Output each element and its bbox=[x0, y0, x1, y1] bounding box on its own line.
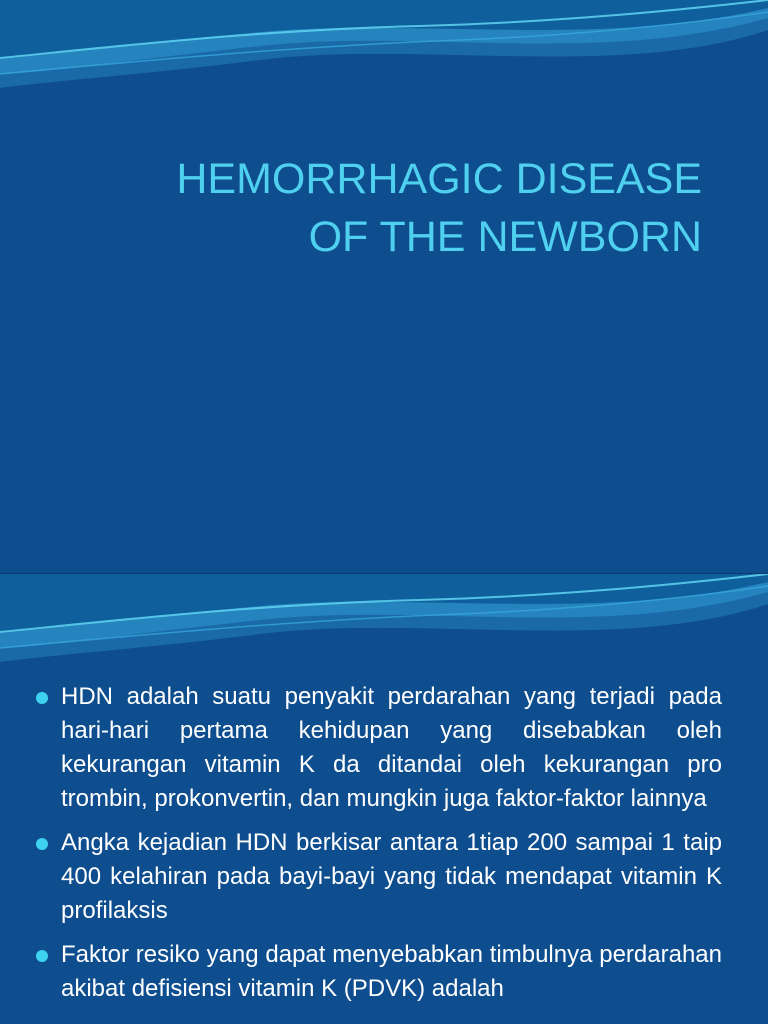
slide-title bbox=[60, 150, 702, 266]
wave-decoration-icon bbox=[0, 574, 768, 674]
bullet-item bbox=[36, 826, 722, 928]
wave-decoration-icon bbox=[0, 0, 768, 100]
bullet-item bbox=[36, 938, 722, 1006]
title-line-2: OF THE NEWBORN bbox=[308, 213, 702, 261]
bullet-dot-icon bbox=[36, 950, 48, 962]
bullet-text: HDN adalah suatu penyakit perdarahan yang terjadi pada hari-hari pertama kehidupan yang disebabkan oleh kekurangan vitamin K da ditandai oleh kekurangan pro trombin, prokonvertin, dan mungkin juga faktor-faktor lainnya bbox=[61, 683, 722, 812]
bullet-list bbox=[36, 680, 722, 1016]
title-line-1: HEMORRHAGIC DISEASE bbox=[176, 155, 702, 203]
content-slide bbox=[0, 574, 768, 1024]
bullet-dot-icon bbox=[36, 838, 48, 850]
bullet-text: Faktor resiko yang dapat menyebabkan timbulnya perdarahan akibat defisiensi vitamin K (PDVK) adalah bbox=[61, 941, 722, 1002]
bullet-dot-icon bbox=[36, 692, 48, 704]
bullet-text: Angka kejadian HDN berkisar antara 1tiap 200 sampai 1 taip 400 kelahiran pada bayi-bayi yang tidak mendapat vitamin K profilaksis bbox=[61, 829, 722, 924]
bullet-item bbox=[36, 680, 722, 816]
